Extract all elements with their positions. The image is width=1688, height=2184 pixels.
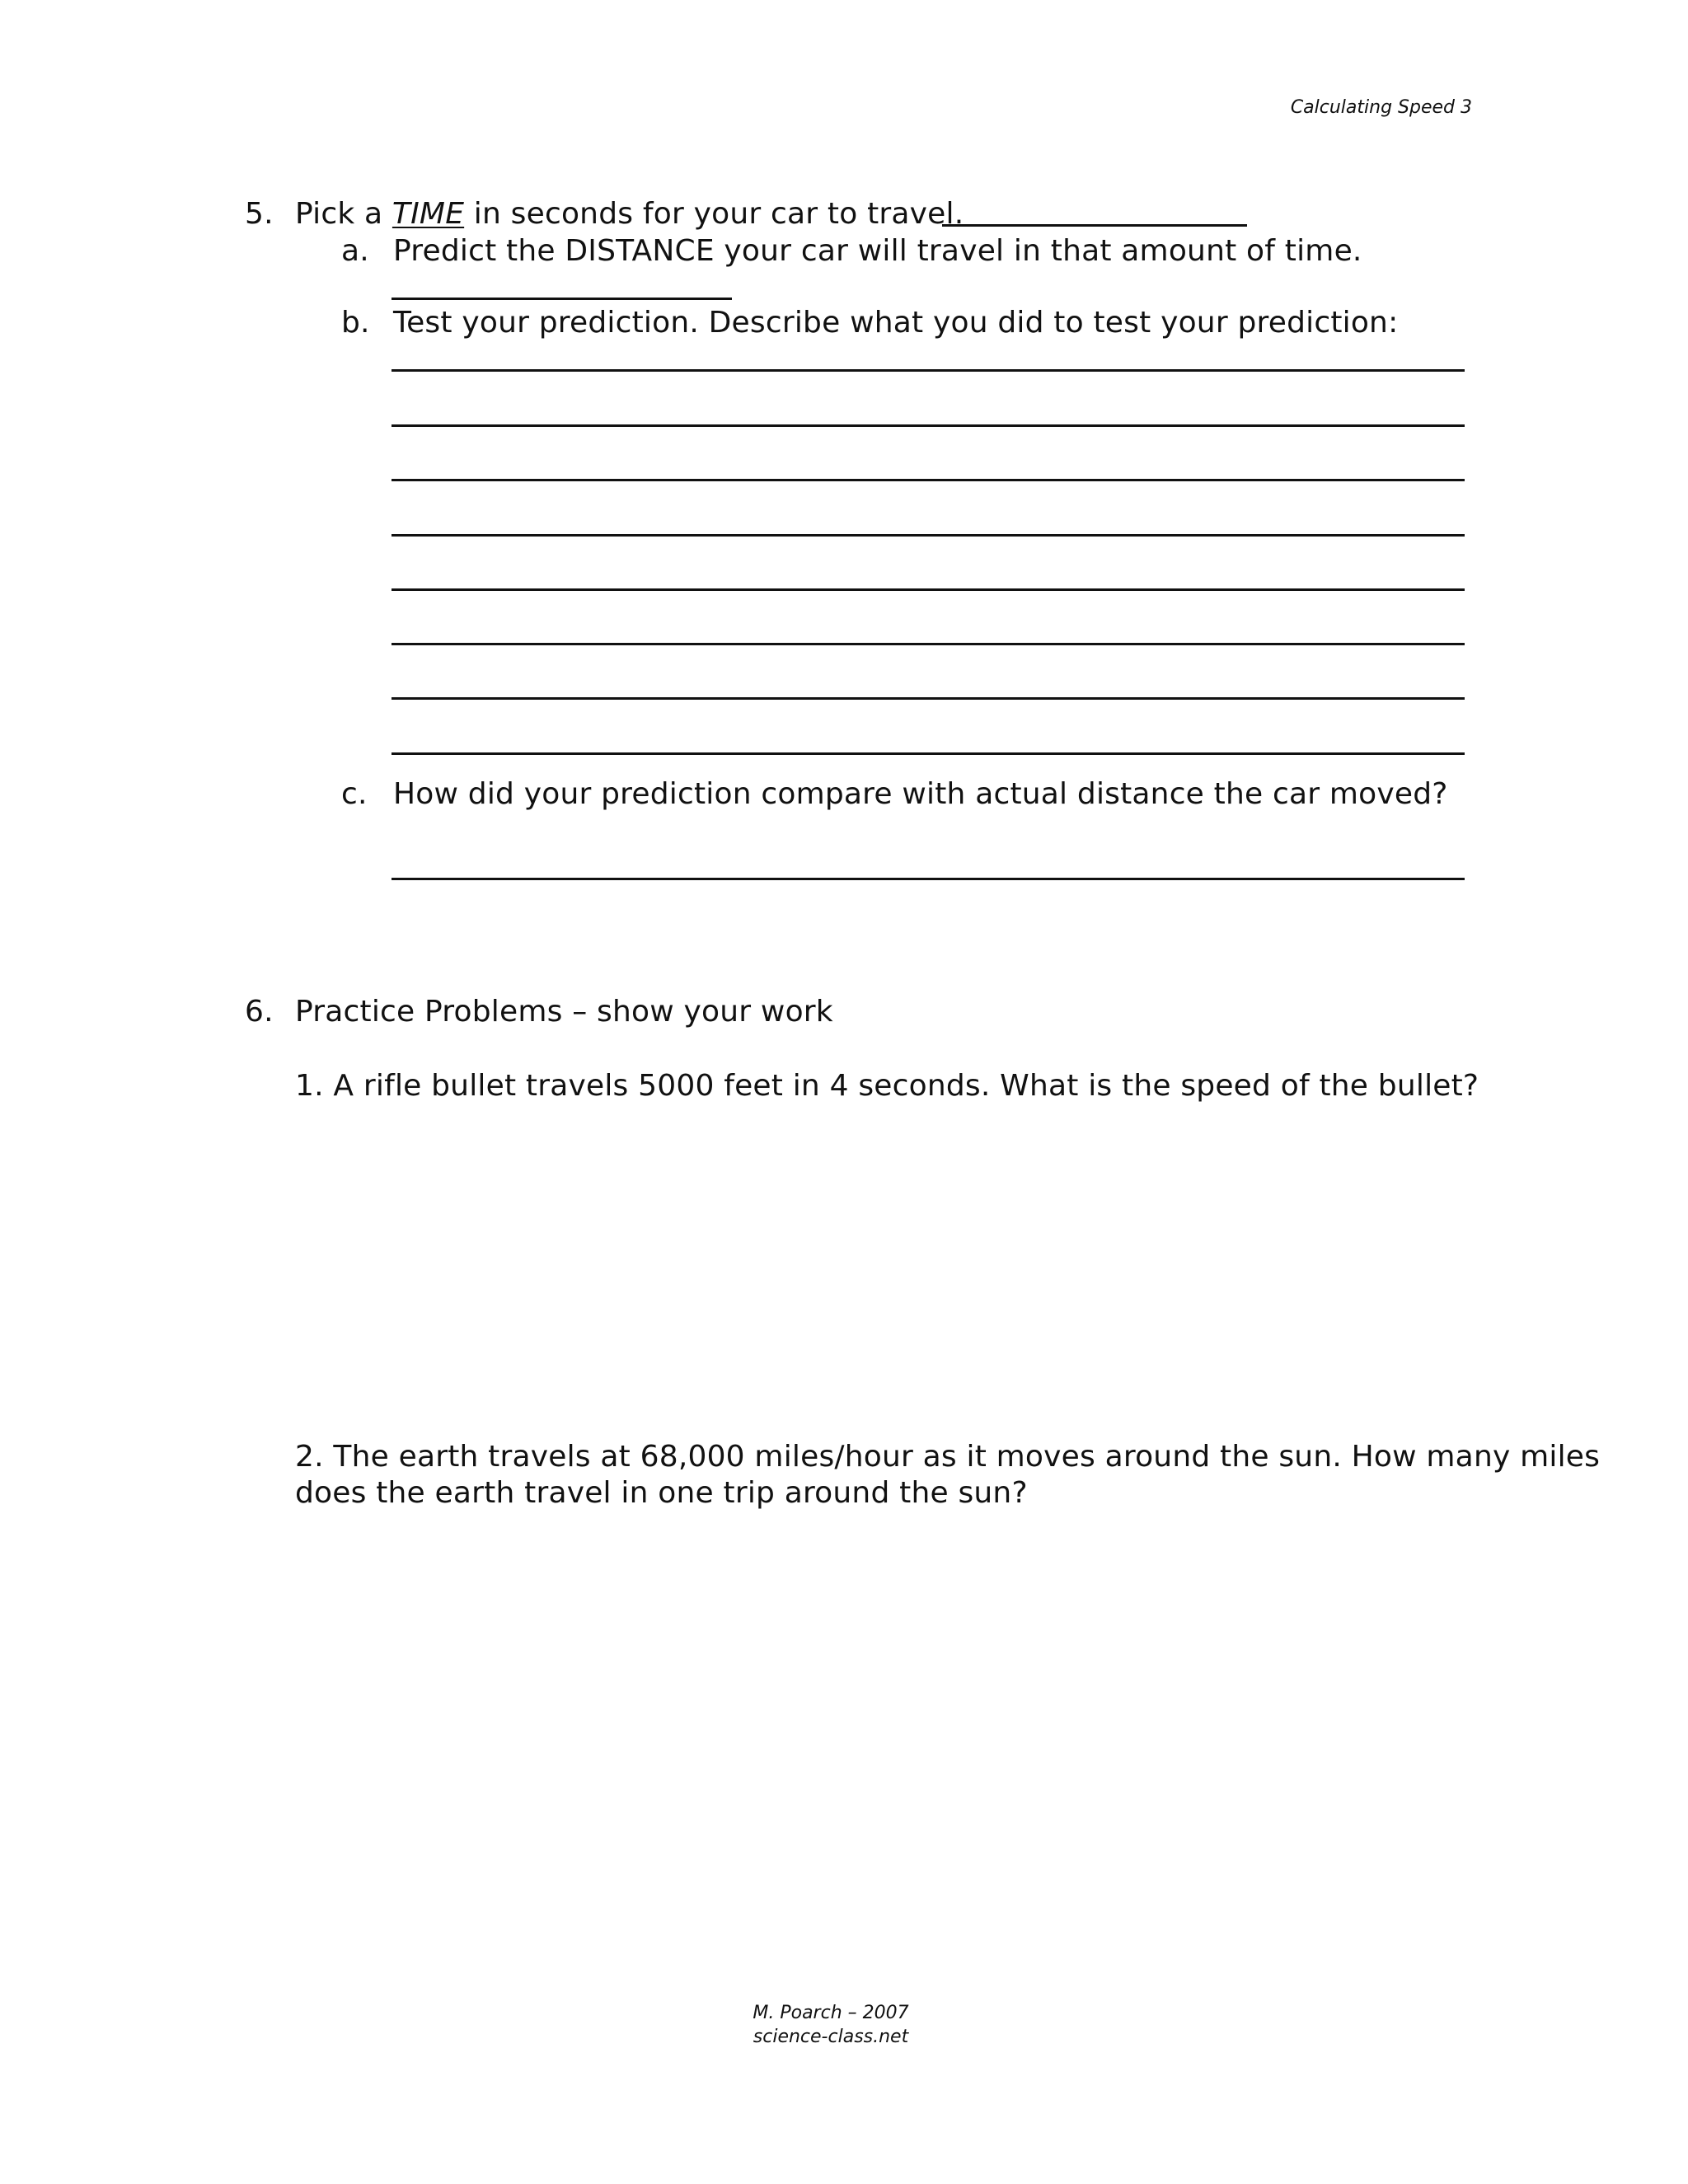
practice-problem-2-line-2: does the earth travel in one trip around the sun? bbox=[295, 1476, 1028, 1510]
time-answer-line[interactable] bbox=[942, 224, 1247, 227]
question-5c-text: How did your prediction compare with actual distance the car moved? bbox=[393, 777, 1448, 811]
question-5a-marker: a. bbox=[341, 234, 369, 268]
comparison-answer-line[interactable] bbox=[392, 878, 1465, 880]
footer-author: M. Poarch – 2007 bbox=[753, 2003, 909, 2023]
question-6-number: 6. bbox=[245, 995, 274, 1029]
test-description-line[interactable] bbox=[392, 643, 1465, 645]
question-5b-text: Test your prediction. Describe what you did to test your prediction: bbox=[393, 306, 1399, 340]
practice-problem-2-line-1: 2. The earth travels at 68,000 miles/hour as it moves around the sun. How many miles bbox=[295, 1440, 1601, 1474]
question-5b-marker: b. bbox=[341, 306, 370, 340]
test-description-line[interactable] bbox=[392, 479, 1465, 481]
practice-problem-1: 1. A rifle bullet travels 5000 feet in 4 seconds. What is the speed of the bullet? bbox=[295, 1069, 1479, 1103]
test-description-line[interactable] bbox=[392, 752, 1465, 755]
test-description-line[interactable] bbox=[392, 588, 1465, 591]
distance-answer-line[interactable] bbox=[392, 298, 732, 300]
question-5-time-emphasis: TIME bbox=[392, 197, 465, 231]
test-description-line[interactable] bbox=[392, 697, 1465, 700]
question-5-number: 5. bbox=[245, 197, 274, 231]
footer-site: science-class.net bbox=[753, 2027, 909, 2047]
question-5c-marker: c. bbox=[341, 777, 368, 811]
test-description-line[interactable] bbox=[392, 424, 1465, 427]
question-5a-text: Predict the DISTANCE your car will travel in that amount of time. bbox=[393, 234, 1362, 268]
question-5-prompt bbox=[295, 199, 964, 229]
test-description-line[interactable] bbox=[392, 369, 1465, 372]
test-description-line[interactable] bbox=[392, 534, 1465, 537]
page-header-label: Calculating Speed 3 bbox=[1290, 97, 1472, 118]
question-5-text-after: in seconds for your car to travel. bbox=[473, 197, 964, 231]
question-5-text-before: Pick a bbox=[295, 197, 383, 231]
question-6-title: Practice Problems – show your work bbox=[295, 995, 833, 1029]
